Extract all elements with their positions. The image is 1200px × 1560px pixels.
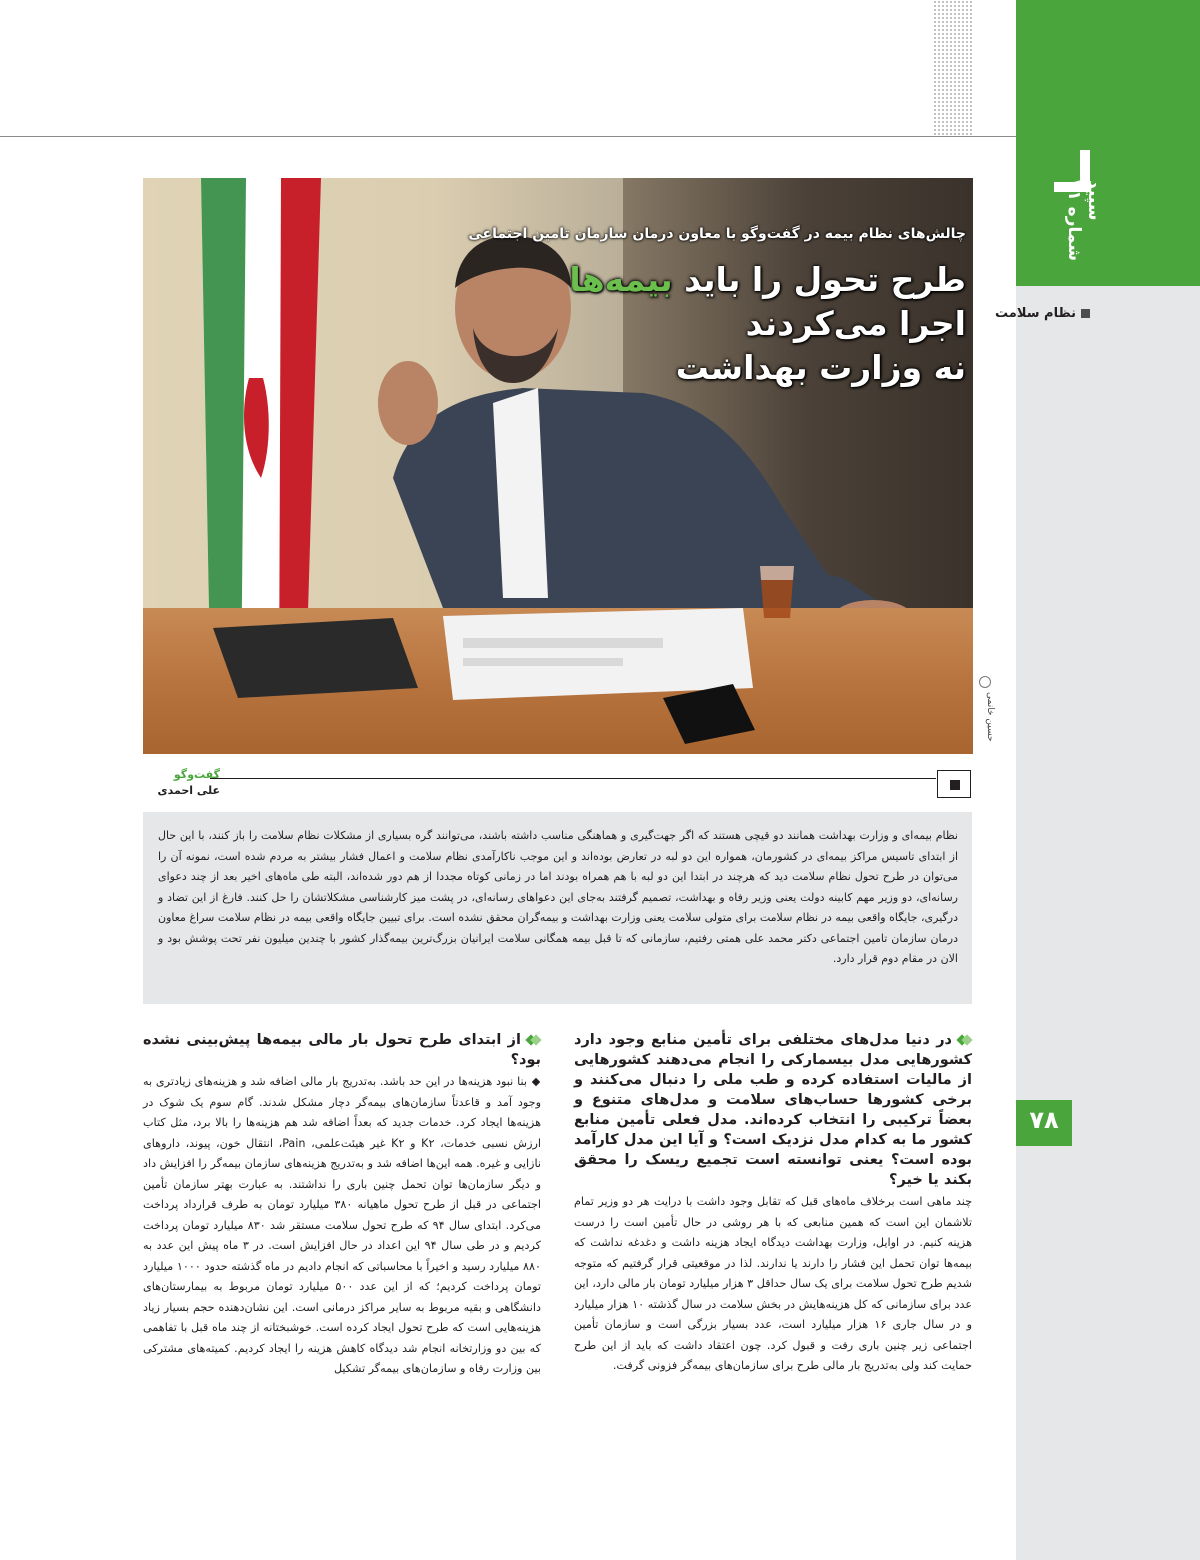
answer-bullet-icon xyxy=(531,1077,541,1087)
question-1 xyxy=(574,1030,972,1190)
corner-block xyxy=(1016,0,1200,136)
photo-credit xyxy=(977,692,995,772)
side-panel xyxy=(1016,136,1200,1560)
lead-text: نظام بیمه‌ای و وزارت بهداشت همانند دو قیچی هستند که اگر جهت‌گیری و هماهنگی مناسب داشته باشند، می‌توانند گره بسیاری از مشکلات نظام سلامت را باز کنند، با این حال از ابتدای تاسیس مراکز بیمه‌ای در کشورمان، همواره این دو لبه در تعارض بوده‌اند و این موجب ناکارآمدی نظام سلامت و اعمال فشار بیشتر به مردم شده است، نمونه آن را می‌توان در طرح تحول نظام سلامت دید که هرچند در ابتدا این دو لبه با هم همراه بودند اما در زمانی کوتاه مجددا از هم دور شده‌اند، البته طی ماه‌های اخیر بعد از چند دعوای رسانه‌ای، دو وزیر مهم کابینه دولت یعنی وزیر رفاه و بهداشت، تصمیم گرفتند به‌جای این دعواهای رسانه‌ای، در پشت میز کارشناسی مشکلاتشان را حل کنند. فارغ از این تضاد و درگیری، جایگاه واقعی بیمه در نظام سلامت برای متولی سلامت یعنی وزارت بهداشت و بیمه‌گران محقق نشده است. برای تبیین جایگاه واقعی بیمه در نظام سلامت سراغ معاون درمان سازمان تامین اجتماعی دکتر محمد علی همتی رفتیم، سازمانی که تا قبل بیمه همگانی سلامت ایرانیان بزرگ‌ترین بیمه‌گذار کشور با چندین میلیون نفر تحت پوشش بود و الان در مقام دوم قرار دارد. xyxy=(158,829,958,965)
diamond-bullet-icon xyxy=(958,1033,972,1047)
masthead xyxy=(1016,136,1200,286)
question-2-text: از ابتدای طرح تحول بار مالی بیمه‌ها پیش‌بینی نشده بود؟ xyxy=(143,1032,541,1068)
headline xyxy=(560,258,966,390)
masthead-text xyxy=(1064,180,1104,280)
headline-line-1 xyxy=(560,258,966,302)
column-right xyxy=(574,1030,972,1377)
square-bullet-icon xyxy=(1081,309,1090,318)
kicker: چالش‌های نظام بیمه در گفت‌وگو با معاون درمان سازمان تامین اجتماعی xyxy=(468,226,966,242)
answer-2-text: بنا نبود هزینه‌ها در این حد باشد. به‌تدریج بار مالی اضافه شد و هزینه‌های زیادتری به وجود آمد و قاعدتاً سازمان‌های بیمه‌گر دچار مشکل شدند. گام سوم یک شوک در هزینه‌ها ایجاد کرد. خدمات جدید که بعداً اضافه شد هم هزینه‌ها را بالا برد، مثل کتاب ارزش نسبی خدمات، K۲ و K۲ غیر هیئت‌علمی، Pain، انتقال خون، پیوند، داروهای نازایی و غیره. همه این‌ها اضافه شد و به‌تدریج هزینه‌های سازمان بیمه‌گر را افزایش داد و دیگر سازمان‌ها توان تحمل چنین باری را نداشتند. به عبارت بهتر سازمان تأمین اجتماعی در قبل از طرح تحول ماهیانه ۳۸۰ میلیارد تومان به طرف قرارداد پرداخت می‌کرد. ابتدای سال ۹۴ که طرح تحول سلامت مستقر شد ۸۳۰ میلیارد تومان پرداخت کردیم و در طی سال ۹۴ این اعداد در حال افزایش است. در ۳ ماه پیش این عدد به ۸۸۰ میلیارد رسید و اخیراً با محاسباتی که انجام دادیم در ماه گذشته حدود ۱۰۰۰ میلیارد تومان پرداخت کردیم؛ که از این عدد ۵۰۰ میلیارد تومان مربوط به بیمارستان‌های دانشگاهی و بقیه مربوط به سایر مراکز درمانی است. این نشان‌دهنده حجم بسیار زیاد هزینه‌هایی است که طرح تحول ایجاد کرده است. خوشبختانه از چند ماه قبل با تفاهمی که بین دو وزارتخانه انجام شد دیدگاه کاهش هزینه را ایجاد کردیم. کمیته‌های مشترکی بین وزارت رفاه و سازمان‌های بیمه‌گر تشکیل xyxy=(143,1075,542,1375)
desk-items xyxy=(143,608,973,754)
headline-highlight: بیمه‌ها xyxy=(569,260,673,299)
genre-label: گفت‌وگو xyxy=(173,768,220,781)
column-left xyxy=(143,1030,541,1380)
page-number: ۷۸ xyxy=(1029,1106,1059,1134)
photo-credit-name: حسین خانمی xyxy=(985,692,995,742)
question-1-text: در دنیا مدل‌های مختلفی برای تأمین منابع وجود دارد کشورهایی مدل بیسمارکی را انجام می‌دهند کشورهایی از مالیات استفاده کرده و طب ملی را دنبال می‌کنند و برخی کشورها حساب‌های سلامت و مدل‌های متنوع و بعضاً ترکیبی را انتخاب کرده‌اند. مدل فعلی تأمین منابع کشور ما به کدام مدل نزدیک است؟ و آیا این مدل کارآمد بوده است؟ یعنی توانسته است تجمیع ریسک را محقق بکند یا خیر؟ xyxy=(574,1032,972,1188)
author-name: علی احمدی xyxy=(157,784,220,797)
answer-2 xyxy=(143,1072,541,1380)
answer-1: چند ماهی است برخلاف ماه‌های قبل که تقابل وجود داشت با درایت هر دو وزیر تمام تلاشمان این است که همین منابعی که با هر روشی در حال تأمین است را درست هزینه کنیم. در اوایل، وزارت بهداشت دیدگاه ایجاد هزینه داشت و دغدغه نداشت که بیمه‌ها توان تحمل این فشار را دارند یا ندارند. لذا در موقعیتی قرار گرفتیم که متوجه شدیم طرح تحول سلامت برای یک سال حداقل ۳ هزار میلیارد تومان بار مالی دارد، این عدد برای سازمانی که کل هزینه‌هایش در بخش سلامت در سال گذشته ۱۰ هزار میلیارد و در سال جاری ۱۶ هزار میلیارد است، عدد بسیار بزرگی است و سازمان تأمین اجتماعی زیر چنین باری رفت و قبول کرد. چون اعتقاد داشت که باید از این طرح حمایت کند ولی به‌تدریج بار مالی طرح برای سازمان‌های بیمه‌گر فزونی گرفت. xyxy=(574,1195,973,1372)
question-2 xyxy=(143,1030,541,1070)
section-name: نظام سلامت xyxy=(995,306,1076,321)
headline-line-2: اجرا می‌کردند xyxy=(745,304,966,343)
headline-line-1-text: طرح تحول را باید xyxy=(672,260,966,299)
magazine-name: سپید xyxy=(1084,180,1104,221)
byline-rule xyxy=(210,778,936,779)
headline-line-3: نه وزارت بهداشت xyxy=(675,348,966,387)
diamond-bullet-icon xyxy=(527,1033,541,1047)
header-rule xyxy=(0,136,1016,137)
desk xyxy=(143,608,973,754)
byline-square-icon xyxy=(937,770,971,798)
issue-label: شماره ۲۱ xyxy=(1064,180,1084,262)
tea-glass-icon xyxy=(754,562,800,622)
camera-icon xyxy=(979,676,991,688)
dot-pattern xyxy=(933,0,973,136)
